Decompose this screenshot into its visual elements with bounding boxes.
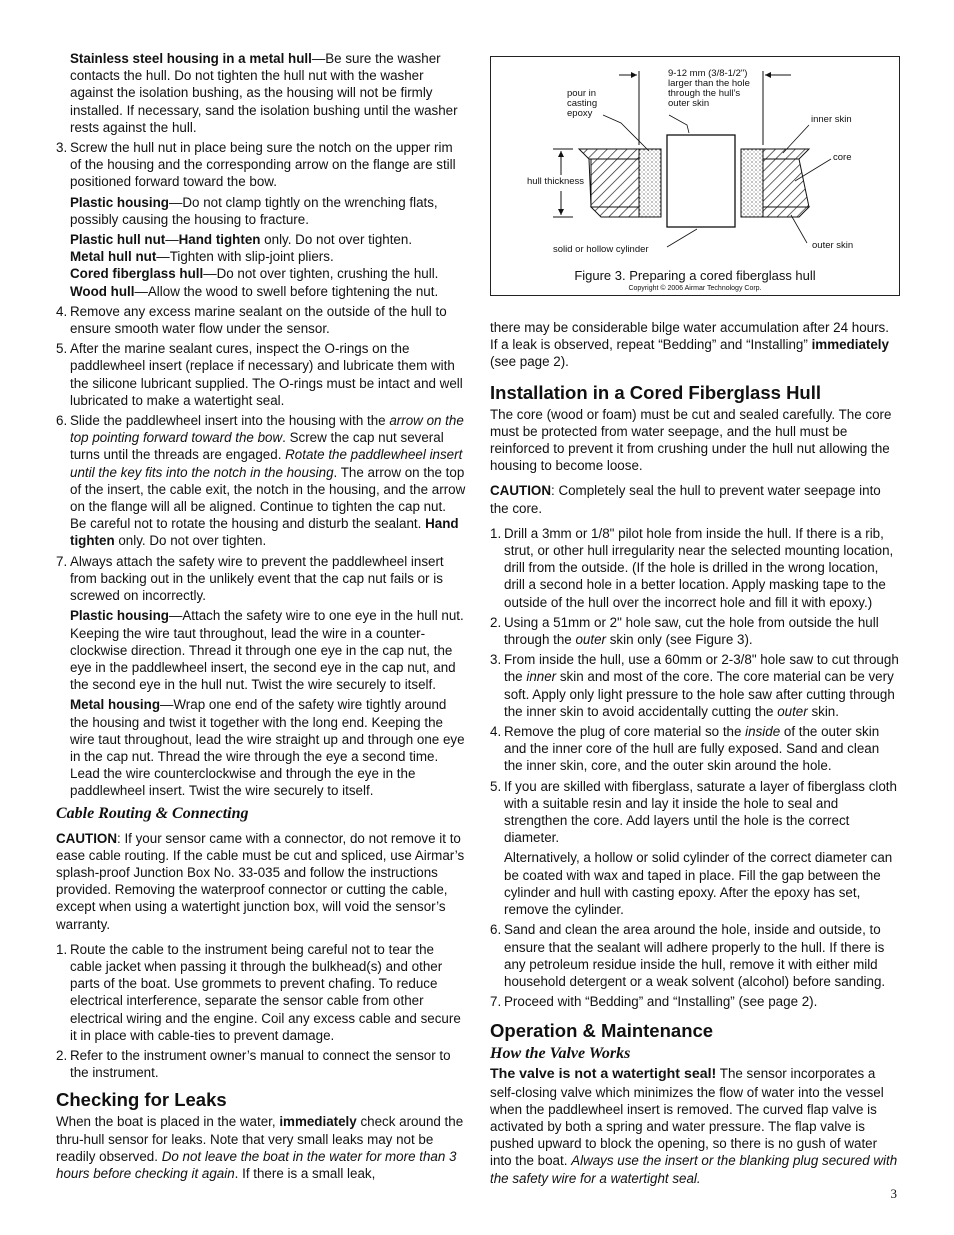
metal-housing-wire-note: Metal housing—Wrap one end of the safety wire tightly around the housing and twist it together with the long end. Keeping the wire taut throughout, lead the wire straight up and through one eye in the cap nut. Thread the wire through the eye a second time. Lead the wire counterclockwise and through the eye in the paddlewheel insert. Twist the wire securely to itself.: [70, 697, 465, 799]
operation-heading: Operation & Maintenance: [490, 1020, 714, 1042]
cored-hull-intro: The core (wood or foam) must be cut and sealed carefully. The core must be protected from water seepage, and the hull must be reinforced to prevent it from crushing under the hull nut allowing the housing to become loose.: [490, 406, 892, 474]
cable-routing-heading: Cable Routing & Connecting: [56, 804, 249, 822]
valve-paragraph: The valve is not a watertight seal! The sensor incorporates a self-closing valve which minimizes the flow of water into the vessel when the paddlewheel insert is removed. The curved flap valve is activated by both a spring and water pressure. The flap valve is pushed upward to block the opening, so there is no gush of water into the boat. Always use the insert or the blanking plug secured with the safety wire for a watertight seal.: [490, 1066, 898, 1186]
left-column: [56, 50, 466, 1185]
figure-cored-hull: [490, 56, 900, 296]
cored-step-3: 3. From inside the hull, use a 60mm or 2-3/8" hole saw to cut through the inner skin and most of the core. The core material can be very soft. Apply only light pressure to the hole saw after cutting through the inner skin to avoid accidentally cutting the outer skin.: [490, 652, 899, 719]
cored-hull-note: Cored fiberglass hull—Do not over tighten, crushing the hull.: [70, 266, 439, 282]
figure-copyright: Copyright © 2006 Airmar Technology Corp.: [628, 285, 762, 292]
right-column: [490, 319, 900, 1190]
cable-step-2: 2. Refer to the instrument owner’s manual to connect the sensor to the instrument.: [56, 1047, 451, 1081]
valve-heading: How the Valve Works: [490, 1045, 631, 1063]
cored-step-5-alternative: Alternatively, a hollow or solid cylinder of the correct diameter can be coated with wax and taped in place. Fill the gap between the cylinder and hull with casting epoxy. After the epoxy has set, remove the cylinder.: [504, 850, 893, 918]
cored-step-7: 7. Proceed with “Bedding” and “Installing” (see page 2).: [490, 994, 818, 1010]
cored-step-5: 5. If you are skilled with fiberglass, saturate a layer of fiberglass cloth with a suitable resin and lay it inside the hole to seal and strengthen the core. Add layers until the hole is the correct diameter.: [490, 778, 897, 846]
step-5: 5. After the marine sealant cures, inspect the O-rings on the paddlewheel insert (replace if necessary) and lubricate them with the silicone lubricant supplied. The O-rings must be intact and well lubricated to make a watertight seal.: [56, 341, 463, 408]
page-number: 3: [890, 1186, 897, 1201]
left-outer-skin: [591, 207, 639, 217]
left-epoxy: [639, 149, 661, 217]
label-outer-skin: outer skin: [812, 240, 854, 251]
label-inner-skin: inner skin: [811, 114, 852, 125]
step-7: 7. Always attach the safety wire to prevent the paddlewheel insert from backing out in the unlikely event that the cap nut fails or is screwed on incorrectly.: [56, 553, 444, 604]
left-inner-skin: [579, 149, 639, 159]
figure-caption: Figure 3. Preparing a cored fiberglass hull: [574, 268, 816, 283]
metal-hull-note: Stainless steel housing in a metal hull—Be sure the washer contacts the hull. Do not tighten the hull nut with the washer against the isolation bushing, as the housing will not be firmly installed. If necessary, sand the isolation bushing until the washer rests against the hull.: [70, 51, 458, 135]
label-hull-thickness: hull thickness: [527, 176, 585, 187]
plastic-housing-note: Plastic housing—Do not clamp tightly on the wrenching flats, possibly causing the housing to fracture.: [70, 194, 438, 227]
step-6: 6. Slide the paddlewheel insert into the housing with the arrow on the top pointing forward toward the bow. Screw the cap nut several turns until the threads are engaged. Rotate the paddlewheel insert until the key fits into the notch in the housing. The arrow on the top of the insert, the cable exit, the notch in the housing, and the arrow on the flange will all be aligned. Continue to tighten the cap nut. Be careful not to rotate the housing and disturb the sealant. Hand tighten only. Do not over tighten.: [56, 413, 466, 549]
leaks-heading: Checking for Leaks: [56, 1089, 227, 1111]
step-4: 4. Remove any excess marine sealant on the outside of the hull to ensure smooth water flow under the sensor.: [56, 303, 447, 337]
leaks-continued: there may be considerable bilge water accumulation after 24 hours. If a leak is observed, repeat “Bedding” and “Installing” immediately (see page 2).: [490, 320, 889, 370]
step-3: 3. Screw the hull nut in place being sure the notch on the upper rim of the housing and the corresponding arrow on the flange are still positioned forward toward the bow.: [56, 140, 456, 190]
cable-step-1: 1. Route the cable to the instrument being careful not to tear the cable jacket when passing it through the bulkhead(s) and other parts of the boat. Use grommets to prevent chafing. To reduce electrical interference, separate the sensor cable from other electrical wiring and the engine. Coil any excess cable and secure it in place with cable-ties to prevent damage.: [56, 941, 461, 1043]
cylinder: [667, 135, 735, 227]
label-pour-epoxy: pour in casting epoxy: [567, 88, 598, 119]
plastic-housing-wire-note: Plastic housing—Attach the safety wire to one eye in the hull nut. Keeping the wire taut throughout, lead the wire in a counter-clockwise direction. Thread it through one eye in the cap nut, the eye in the paddlewheel insert, the second eye in the cap nut, and the second eye in the hull nut. Twist the wire securely to itself.: [70, 608, 464, 693]
label-core: core: [833, 152, 852, 163]
cored-caution: CAUTION: Completely seal the hull to prevent water seepage into the core.: [490, 483, 881, 516]
cored-step-4: 4. Remove the plug of core material so the inside of the outer skin and the inner core of the hull are fully exposed. Sand and clean the inner skin, core, and the outer skin around the hole.: [490, 724, 880, 774]
label-dimension: 9-12 mm (3/8-1/2") larger than the hole through the hull’s outer skin: [668, 68, 750, 109]
wood-hull-note: Wood hull—Allow the wood to swell before tightening the nut.: [70, 283, 439, 299]
cored-step-6: 6. Sand and clean the area around the hole, inside and outside, to ensure that the sealant will adhere properly to the hull. If there is any petroleum residue inside the hull, remove it with either mild household detergent or a weak solvent (alcohol) before sanding.: [490, 922, 886, 989]
cored-step-2: 2. Using a 51mm or 2" hole saw, cut the hole from outside the hull through the outer skin only (see Figure 3).: [490, 614, 879, 648]
right-core: [763, 159, 809, 207]
right-epoxy: [741, 149, 763, 217]
right-outer-skin: [763, 207, 809, 217]
label-cylinder: solid or hollow cylinder: [553, 244, 649, 255]
cable-caution: CAUTION: If your sensor came with a connector, do not remove it to ease cable routing. If the cable must be cut and spliced, use Airmar’s splash-proof Junction Box No. 33-035 and follow the instructions provided. Removing the waterproof connector or cutting the cable, except when using a watertight junction box, will void the sensor’s warranty.: [56, 830, 465, 932]
right-inner-skin: [763, 149, 809, 159]
leaks-paragraph: When the boat is placed in the water, immediately check around the thru-hull sensor for leaks. Note that very small leaks may not be readily observed. Do not leave the boat in the water for more than 3 hours before checking it again. If there is a small leak,: [56, 1114, 464, 1181]
cored-step-1: 1. Drill a 3mm or 1/8" pilot hole from inside the hull. If there is a rib, strut, or other hull irregularity near the selected mounting location, drill from the outside. (If the hole is drilled in the wrong location, drill a second hole in a better location. Apply masking tape to the outside of the hull over the incorrect hole and fill it with epoxy.): [490, 525, 894, 610]
plastic-hull-nut-note: Plastic hull nut—Hand tighten only. Do not over tighten.: [70, 232, 413, 248]
metal-hull-nut-note: Metal hull nut—Tighten with slip-joint pliers.: [70, 249, 334, 265]
cored-hull-heading: Installation in a Cored Fiberglass Hull: [490, 381, 822, 403]
